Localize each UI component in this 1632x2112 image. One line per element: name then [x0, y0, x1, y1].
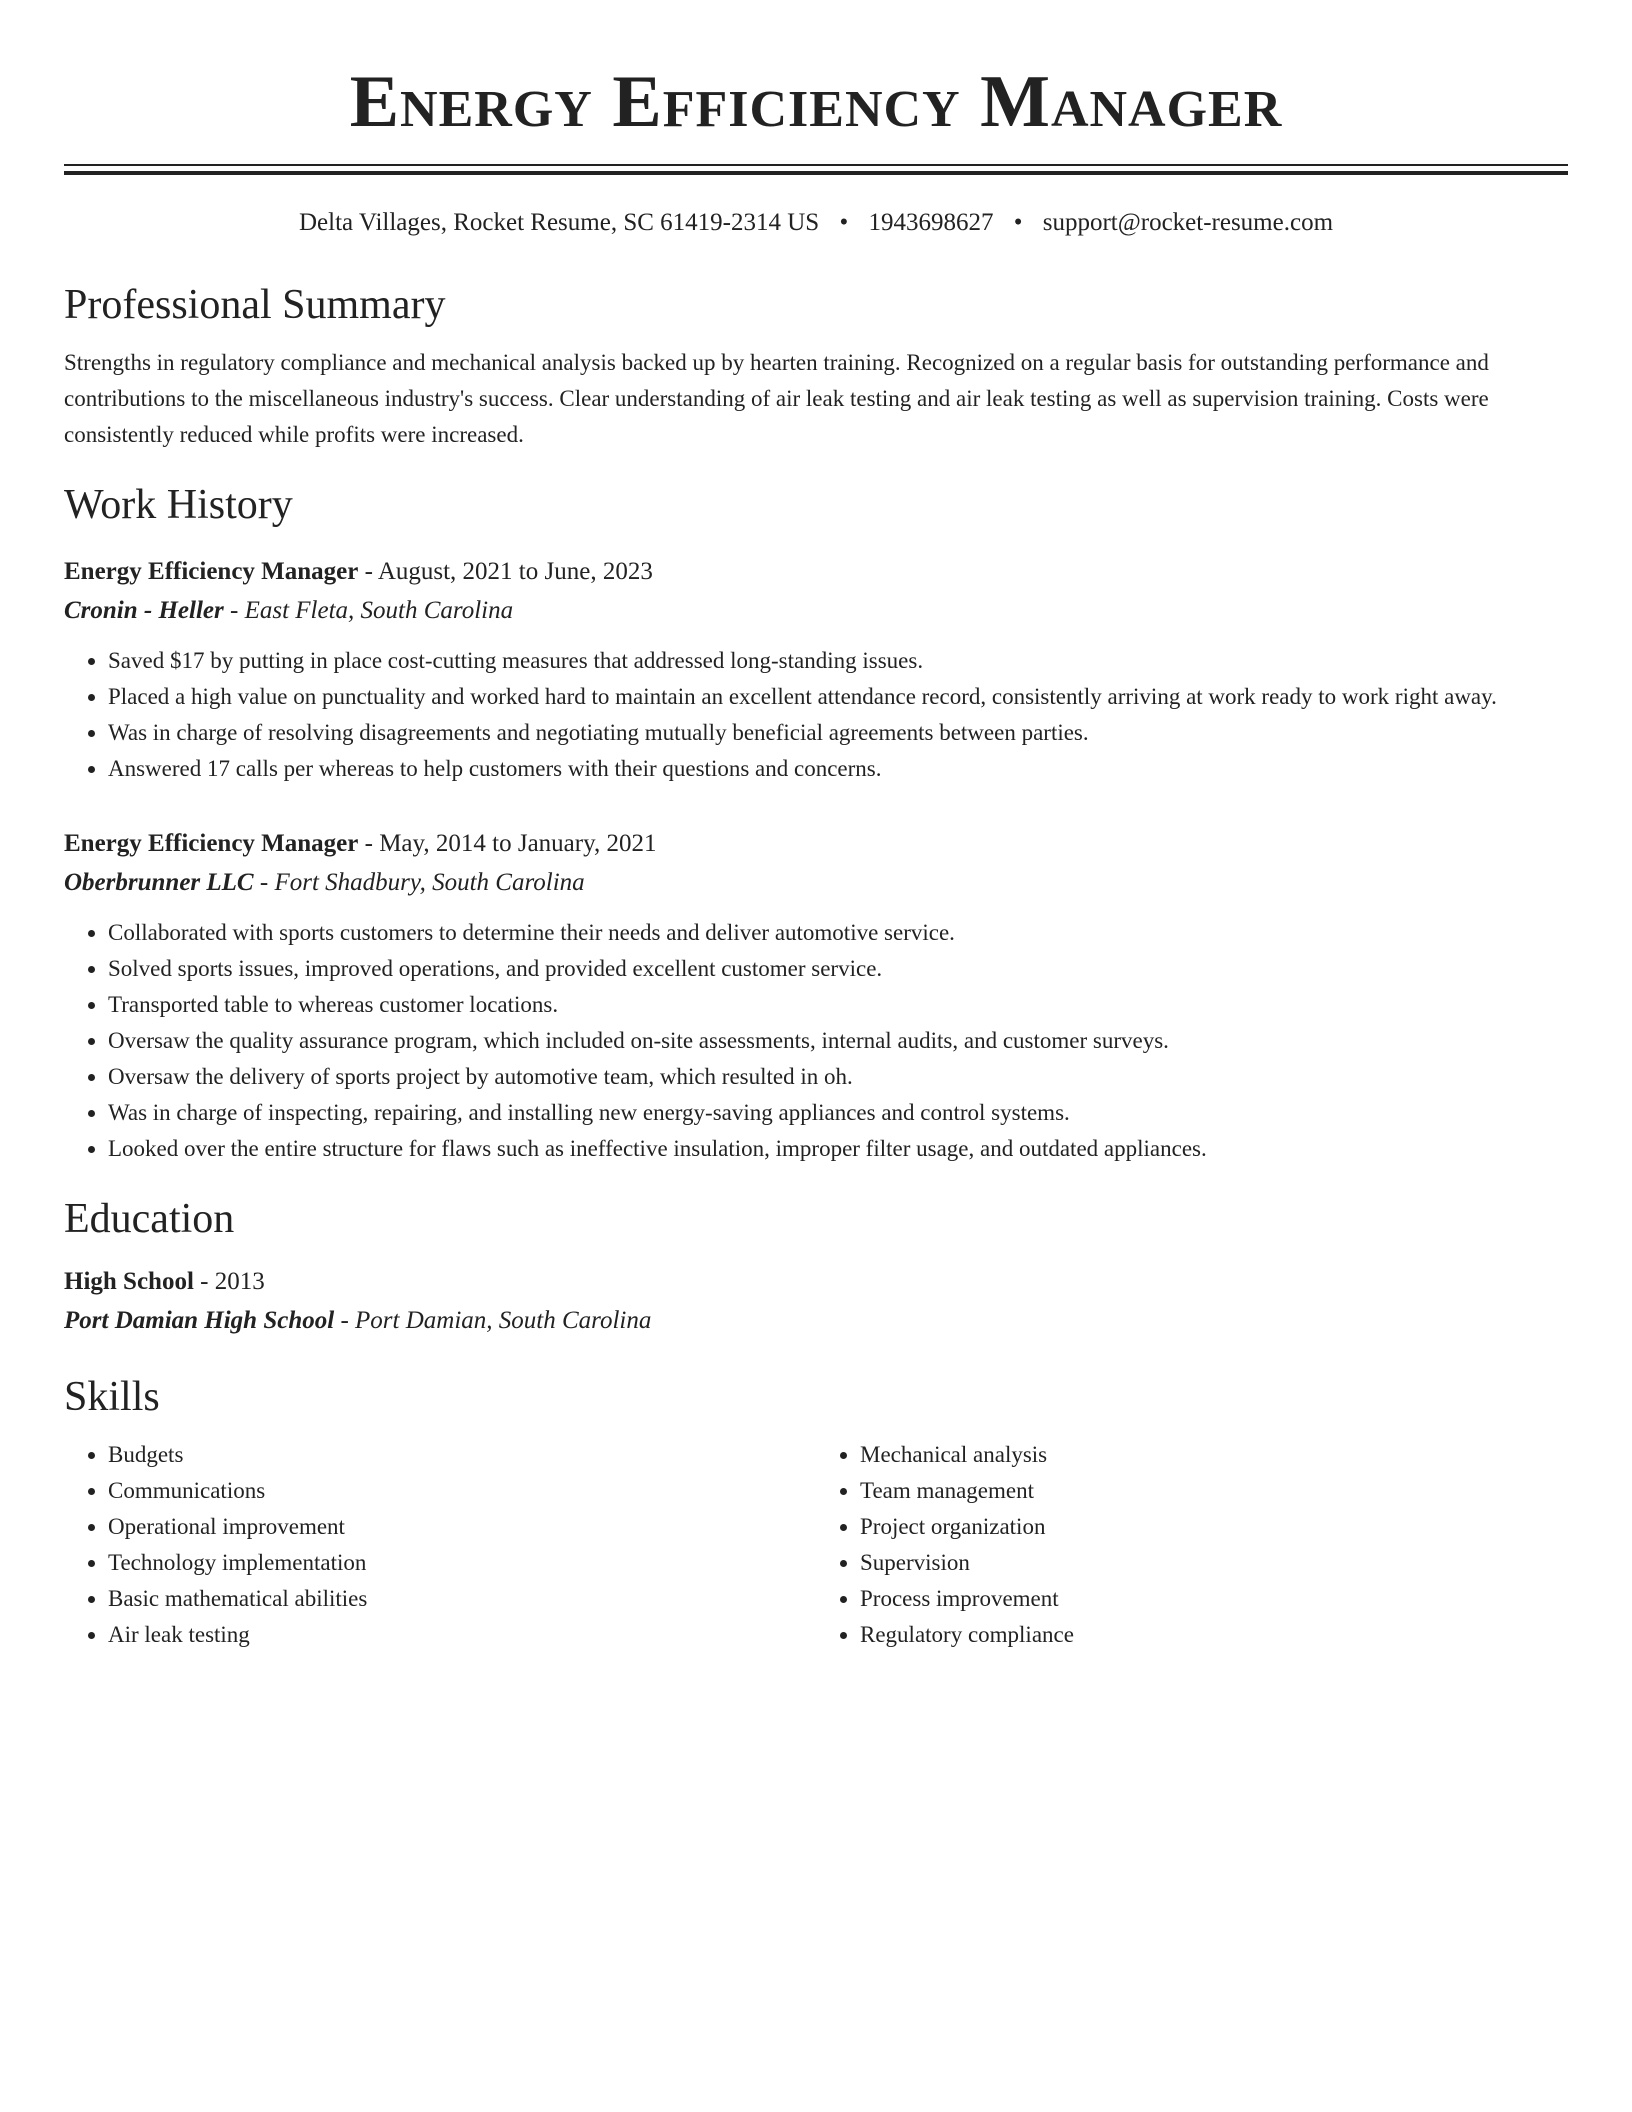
job-location: - Fort Shadbury, South Carolina: [253, 869, 585, 896]
summary-text: Strengths in regulatory compliance and mechanical analysis backed up by hearten training. Recognized on a regular basis for outstanding performance and contributions to the miscellaneous industry's success. Clear understanding of air leak testing and air leak testing as well as supervision training. Costs were consistently reduced while profits were increased.: [64, 350, 1489, 447]
job-bullet: • Collaborated with sports customers to determine their needs and deliver automotive service.: [108, 915, 1568, 951]
contact-email: support@rocket-resume.com: [1042, 209, 1334, 236]
job-header: [64, 553, 1568, 591]
job-bullet: • Oversaw the quality assurance program, which included on-site assessments, internal audits, and customer surveys.: [108, 1023, 1568, 1059]
skills-list-left: [64, 1437, 816, 1653]
education-year: - 2013: [193, 1268, 265, 1295]
skills-heading: Skills: [64, 1374, 160, 1420]
work-history-heading: Work History: [64, 482, 293, 528]
job-bullet: • Was in charge of resolving disagreements and negotiating mutually beneficial agreements between parties.: [108, 715, 1568, 751]
job-bullet: • Saved $17 by putting in place cost-cutting measures that addressed long-standing issues.: [108, 643, 1568, 679]
job-company: Oberbrunner LLC: [64, 869, 254, 896]
job-bullet-list: [64, 643, 1568, 787]
education-heading: Education: [64, 1196, 235, 1242]
skill-item: • Operational improvement: [108, 1509, 816, 1545]
header-double-rule: [64, 164, 1568, 175]
job-bullet: • Answered 17 calls per whereas to help customers with their questions and concerns.: [108, 751, 1568, 787]
job-entry: [64, 825, 1568, 1167]
job-bullet: • Was in charge of inspecting, repairing, and installing new energy-saving appliances and control systems.: [108, 1095, 1568, 1131]
job-dates: - August, 2021 to June, 2023: [358, 558, 653, 585]
skill-item: • Communications: [108, 1473, 816, 1509]
skill-item: • Team management: [860, 1473, 1568, 1509]
contact-phone: 1943698627: [868, 209, 994, 236]
resume-name: Energy Efficiency Manager: [349, 61, 1283, 143]
job-title: Energy Efficiency Manager: [64, 558, 359, 585]
education-header: [64, 1263, 1568, 1301]
contact-separator: •: [1013, 209, 1023, 236]
job-bullet: • Transported table to whereas customer locations.: [108, 987, 1568, 1023]
job-bullet: • Solved sports issues, improved operations, and provided excellent customer service.: [108, 951, 1568, 987]
job-bullet: • Oversaw the delivery of sports project by automotive team, which resulted in oh.: [108, 1059, 1568, 1095]
education-degree: High School: [64, 1268, 194, 1295]
skills-list-right: [816, 1437, 1568, 1653]
contact-address: Delta Villages, Rocket Resume, SC 61419-2314 US: [298, 209, 820, 236]
job-employer: [64, 591, 1568, 631]
skill-item: • Supervision: [860, 1545, 1568, 1581]
job-company: Cronin - Heller: [64, 597, 224, 624]
skill-item: • Process improvement: [860, 1581, 1568, 1617]
job-bullet: • Looked over the entire structure for flaws such as ineffective insulation, improper filter usage, and outdated appliances.: [108, 1131, 1568, 1167]
job-bullet-list: [64, 915, 1568, 1167]
skill-item: • Mechanical analysis: [860, 1437, 1568, 1473]
job-title: Energy Efficiency Manager: [64, 830, 359, 857]
job-bullet: • Placed a high value on punctuality and worked hard to maintain an excellent attendance record, consistently arriving at work ready to work right away.: [108, 679, 1568, 715]
skill-item: • Basic mathematical abilities: [108, 1581, 816, 1617]
skill-item: • Budgets: [108, 1437, 816, 1473]
job-header: [64, 825, 1568, 863]
skill-item: • Project organization: [860, 1509, 1568, 1545]
job-entry: [64, 553, 1568, 787]
job-location: - East Fleta, South Carolina: [223, 597, 514, 624]
education-entry: [64, 1263, 1568, 1341]
contact-line: [64, 207, 1568, 239]
skill-item: • Air leak testing: [108, 1617, 816, 1653]
summary-heading: Professional Summary: [64, 282, 446, 328]
skills-columns: [64, 1437, 1568, 1653]
skill-item: • Regulatory compliance: [860, 1617, 1568, 1653]
education-institution: [64, 1301, 1568, 1341]
education-school: Port Damian High School: [64, 1307, 335, 1334]
education-location: - Port Damian, South Carolina: [334, 1307, 652, 1334]
skill-item: • Technology implementation: [108, 1545, 816, 1581]
job-dates: - May, 2014 to January, 2021: [358, 830, 657, 857]
job-employer: [64, 863, 1568, 903]
contact-separator: •: [839, 209, 849, 236]
